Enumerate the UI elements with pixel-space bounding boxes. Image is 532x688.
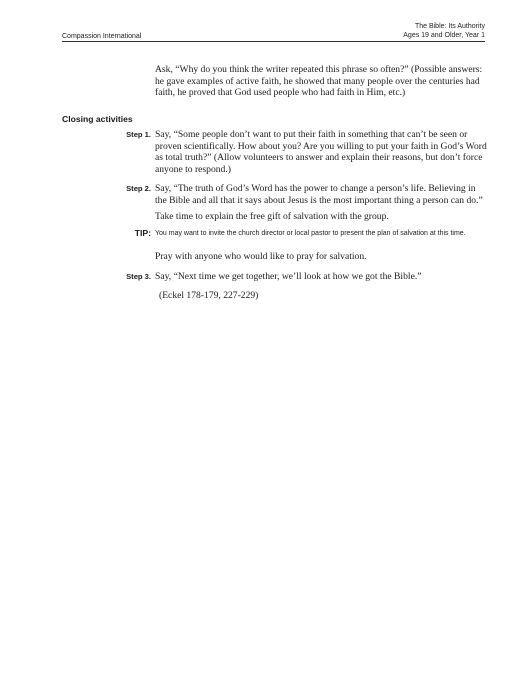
step-3-text: Say, “Next time we get together, we’ll look at how we got the Bible.” [155, 271, 422, 282]
header-organization: Compassion International [62, 33, 142, 40]
step-1-label: Step 1. [126, 130, 151, 139]
tip-followup: Pray with anyone who would like to pray for salvation. [155, 251, 367, 262]
header-title-line2: Ages 19 and Older, Year 1 [403, 32, 485, 39]
step-2-label: Step 2. [126, 184, 151, 193]
step-3-label: Step 3. [126, 272, 151, 281]
tip-label: TIP: [134, 228, 151, 238]
step-2-followup: Take time to explain the free gift of salvation with the group. [155, 211, 389, 222]
header-title-block [403, 22, 485, 40]
citation: (Eckel 178-179, 227-229) [159, 290, 259, 301]
step-1-text: Say, “Some people don’t want to put their faith in something that can’t be seen or proven scientifically. How about you? Are you willing to put your faith in God’s Word as total truth?” (Allow volunteers to answer and explain their reasons, but don’t force anyone to respond.) [155, 129, 487, 175]
header-title-line1: The Bible: Its Authority [414, 23, 485, 30]
tip-text: You may want to invite the church director or local pastor to present the plan of salvation at this time. [155, 230, 466, 237]
step-2-text: Say, “The truth of God’s Word has the power to change a person’s life. Believing in the Bible and all that it says about Jesus is the most important thing a person can do.” [155, 183, 483, 206]
intro-paragraph: Ask, “Why do you think the writer repeated this phrase so often?” (Possible answers: he gave examples of active faith, he showed that many people over the centuries had faith, he proved that God used people who had faith in Him, etc.) [155, 64, 483, 99]
header-divider [62, 41, 485, 42]
section-title-closing-activities: Closing activities [62, 114, 133, 124]
